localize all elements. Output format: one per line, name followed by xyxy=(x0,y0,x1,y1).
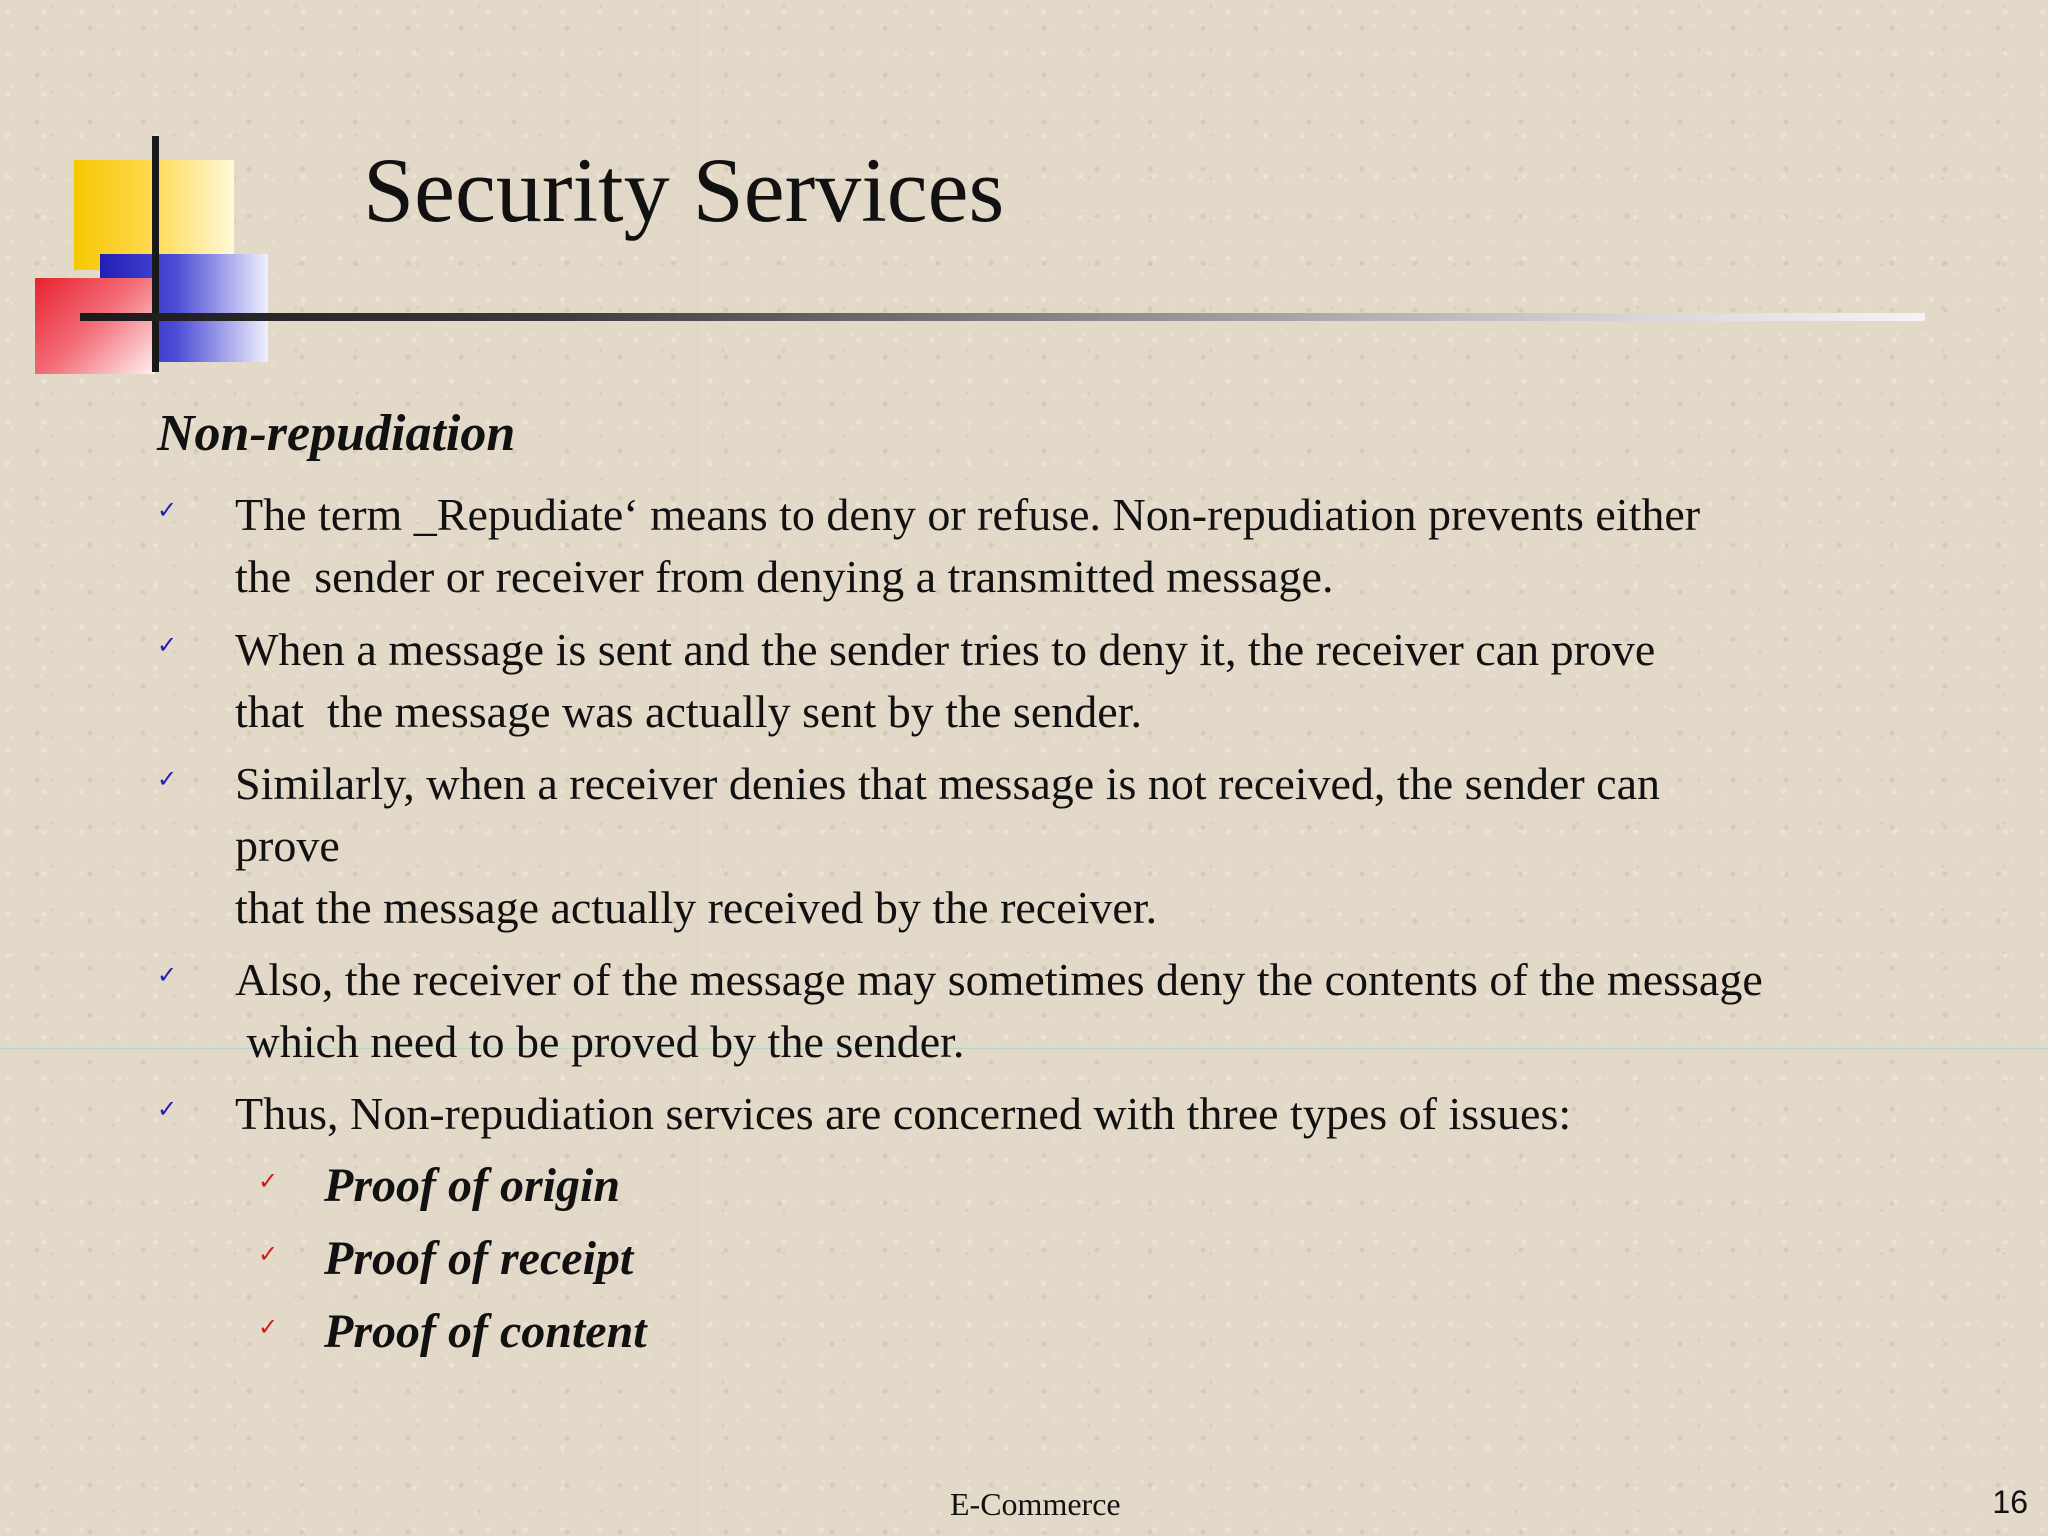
bullet-text: The term _Repudiate‘ means to deny or refuse. Non-repudiation prevents either the sender or receiver from denying a transmitted message. xyxy=(235,489,1701,602)
bullet-text: Thus, Non-repudiation services are concerned with three types of issues: xyxy=(235,1088,1572,1139)
sub-bullet-text: Proof of origin xyxy=(324,1159,621,1212)
bullet-text: Similarly, when a receiver denies that message is not received, the sender can prove that the message actually received by the receiver. xyxy=(235,758,1661,933)
page-number: 16 xyxy=(1992,1484,2028,1520)
checkmark-icon: ✓ xyxy=(157,496,178,524)
checkmark-icon: ✓ xyxy=(258,1240,279,1268)
title-underline-rule xyxy=(80,313,1925,321)
bullet-text: Also, the receiver of the message may sometimes deny the contents of the message which need to be proved by the sender. xyxy=(235,954,1763,1067)
checkmark-icon: ✓ xyxy=(157,1095,178,1123)
bullet-text: When a message is sent and the sender tries to deny it, the receiver can prove that the message was actually sent by the sender. xyxy=(235,624,1656,737)
logo-vertical-bar xyxy=(152,136,159,372)
sub-bullet-text: Proof of receipt xyxy=(324,1232,634,1285)
checkmark-icon: ✓ xyxy=(157,765,178,793)
checkmark-icon: ✓ xyxy=(157,631,178,659)
red-square xyxy=(35,278,155,374)
checkmark-icon: ✓ xyxy=(157,961,178,989)
sub-bullet-text: Proof of content xyxy=(324,1305,647,1358)
checkmark-icon: ✓ xyxy=(258,1313,279,1341)
slide-title: Security Services xyxy=(363,139,1005,241)
checkmark-icon: ✓ xyxy=(258,1167,279,1195)
decorative-squares-logo xyxy=(0,0,300,400)
section-heading: Non-repudiation xyxy=(157,405,516,462)
slide-footer: E-Commerce xyxy=(950,1486,1121,1522)
